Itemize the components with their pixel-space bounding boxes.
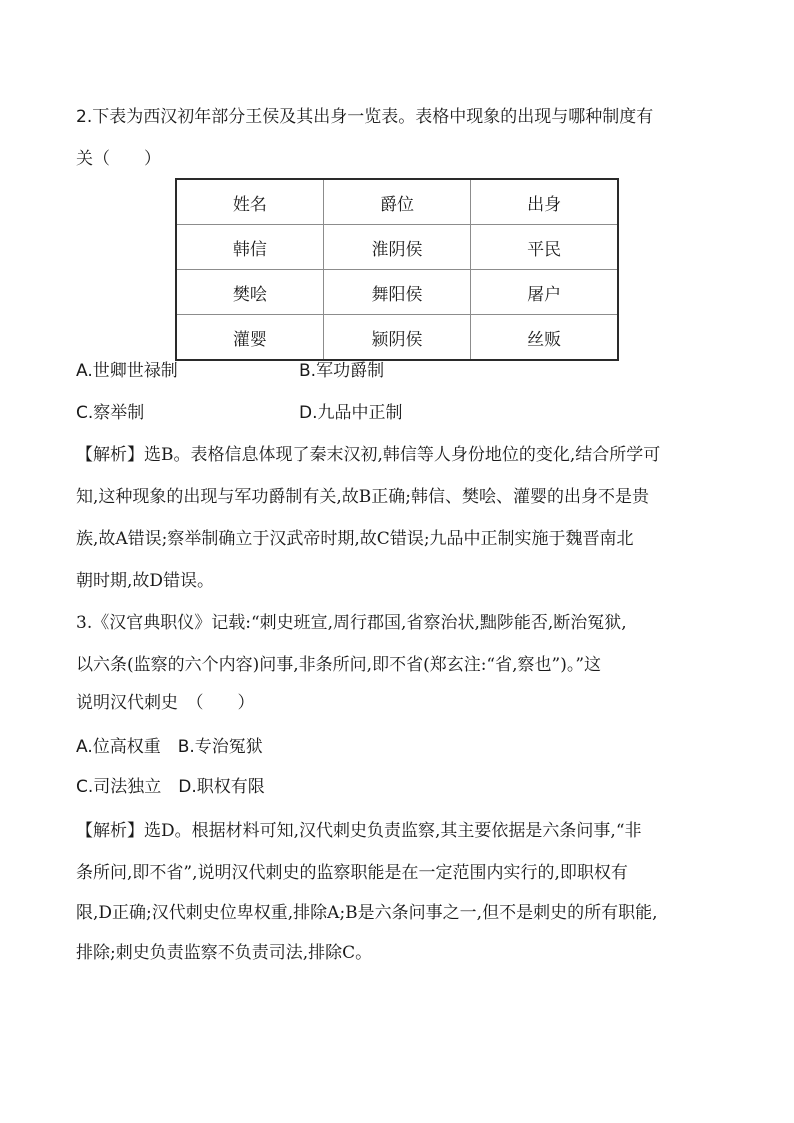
table-cell: 丝贩: [471, 315, 618, 361]
table-cell: 屠户: [471, 270, 618, 315]
q2-stem-line-1: 2.下表为西汉初年部分王侯及其出身一览表。表格中现象的出现与哪种制度有: [76, 107, 654, 127]
table-cell: 颍阴侯: [323, 315, 470, 361]
table-row: [176, 270, 618, 315]
q3-stem-line-3: 说明汉代刺史 （ ）: [76, 693, 255, 713]
analysis-tag: 【解析】: [76, 821, 144, 841]
table-cell: 舞阳侯: [323, 270, 470, 315]
table-row: [176, 225, 618, 270]
q3-stem-line-2: 以六条(监察的六个内容)问事,非条所问,即不省(郑玄注:“省,察也”)。”这: [76, 655, 602, 675]
q2-option-b: B.军功爵制: [299, 361, 385, 381]
q3-options-line-1: A.位高权重 B.专治冤狱: [76, 737, 263, 757]
table-header-cell: 姓名: [176, 179, 323, 225]
q3-analysis-line-1: [76, 820, 642, 842]
q3-analysis-line-2: 条所问,即不省”,说明汉代刺史的监察职能是在一定范围内实行的,即职权有: [76, 863, 628, 883]
q2-analysis-line-1: [76, 444, 660, 466]
q3-stem-line-1: 3.《汉官典职仪》记载:“刺史班宣,周行郡国,省察治状,黜陟能否,断治冤狱,: [76, 613, 627, 633]
table-cell: 淮阴侯: [323, 225, 470, 270]
table-cell: 灌婴: [176, 315, 323, 361]
q2-analysis-line-3: 族,故A错误;察举制确立于汉武帝时期,故C错误;九品中正制实施于魏晋南北: [76, 529, 634, 549]
table-header-row: [176, 179, 618, 225]
table-row: [176, 315, 618, 361]
q2-table: [175, 178, 619, 361]
table-header-cell: 出身: [471, 179, 618, 225]
q2-stem-line-2: 关（ ）: [76, 149, 161, 169]
q2-analysis-line-4: 朝时期,故D错误。: [76, 571, 215, 591]
analysis-text: 选B。表格信息体现了秦末汉初,韩信等人身份地位的变化,结合所学可: [144, 445, 661, 465]
table-header-cell: 爵位: [323, 179, 470, 225]
q3-analysis-line-3: 限,D正确;汉代刺史位卑权重,排除A;B是六条问事之一,但不是刺史的所有职能,: [76, 903, 658, 923]
analysis-text: 选D。根据材料可知,汉代刺史负责监察,其主要依据是六条问事,“非: [144, 821, 642, 841]
q2-option-c: C.察举制: [76, 403, 145, 423]
q3-analysis-line-4: 排除;刺史负责监察不负责司法,排除C。: [76, 943, 373, 963]
table-cell: 平民: [471, 225, 618, 270]
q2-option-a: A.世卿世禄制: [76, 361, 178, 381]
q3-options-line-2: C.司法独立 D.职权有限: [76, 777, 265, 797]
q2-option-d: D.九品中正制: [299, 403, 403, 423]
table-cell: 韩信: [176, 225, 323, 270]
analysis-tag: 【解析】: [76, 445, 144, 465]
table-cell: 樊哙: [176, 270, 323, 315]
q2-analysis-line-2: 知,这种现象的出现与军功爵制有关,故B正确;韩信、樊哙、灌婴的出身不是贵: [76, 487, 650, 507]
